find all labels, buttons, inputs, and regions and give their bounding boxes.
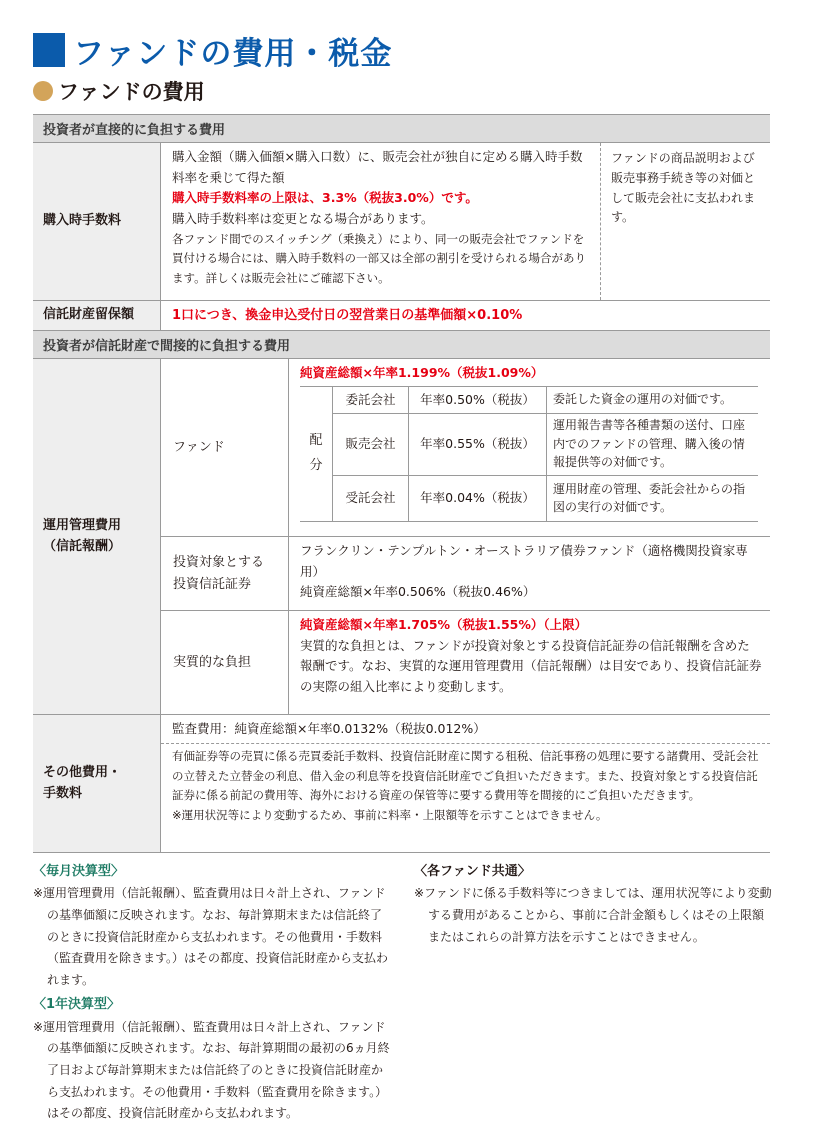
indirect-cost-heading: 投資者が信託財産で間接的に負担する費用 — [33, 331, 770, 359]
other-fees-label — [33, 715, 161, 852]
purchase-fee-side-note: ファンドの商品説明および販売事務手続き等の対価として販売会社に支払われます。 — [611, 151, 756, 225]
target-trust-label-2: 投資信託証券 — [173, 576, 252, 592]
table-row — [333, 413, 759, 475]
effective-burden-text: 実質的な負担とは、ファンドが投資対象とする投資信託証券の信託報酬を含めた報酬です。なお、実質的な運用管理費用（信託報酬）は目安であり、投資信託証券の実際の組入比率により変動します。 — [300, 637, 762, 694]
target-trust-content — [289, 537, 770, 610]
alloc-desc: 委託した資金の運用の対価です。 — [547, 386, 759, 413]
purchase-fee-line3: 購入時手数料率は変更となる場合があります。 — [172, 210, 434, 226]
notes-right — [414, 860, 772, 948]
allocation-table — [300, 386, 758, 522]
allocation-grid — [332, 386, 758, 522]
purchase-fee-row — [33, 143, 770, 301]
title-square-icon — [33, 33, 65, 67]
fund-subrow — [161, 359, 770, 537]
retention-value: 1口につき、換金申込受付日の翌営業日の基準価額×0.10% — [172, 307, 523, 323]
annual-note-body: ※運用管理費用（信託報酬）、監査費用は日々計上され、ファンドの基準価額に反映されます。なお、毎計算期間の最初の6ヵ月終了日および毎計算期末または信託終了のときに投資信託財産から支払われます。その他費用・手数料（監査費用を除きます。）はその都度、投資信託財産から支払われます。 — [33, 1019, 390, 1121]
monthly-note-heading: 〈毎月決算型〉 — [33, 864, 125, 879]
other-fees-content — [161, 715, 770, 852]
fee-table — [33, 114, 770, 853]
alloc-name: 販売会社 — [333, 413, 409, 475]
management-fee-label-2: （信託報酬） — [43, 538, 122, 554]
monthly-note-body: ※運用管理費用（信託報酬）、監査費用は日々計上され、ファンドの基準価額に反映されます。なお、毎計算期末または信託終了のときに投資信託財産から支払われます。その他費用・手数料（監査費用を除きます。）はその都度、投資信託財産から支払われます。 — [33, 886, 389, 987]
section-subtitle: ファンドの費用 — [58, 80, 205, 104]
notes-left — [33, 860, 393, 1125]
annual-note-heading: 〈1年決算型〉 — [33, 997, 121, 1013]
effective-burden-label: 実質的な負担 — [161, 611, 289, 714]
alloc-name: 委託会社 — [333, 386, 409, 413]
direct-cost-heading: 投資者が直接的に負担する費用 — [33, 115, 770, 143]
purchase-fee-line1: 購入金額（購入価額×購入口数）に、販売会社が独自に定める購入時手数料率を乗じて得た額 — [172, 149, 583, 185]
retention-label: 信託財産留保額 — [33, 301, 161, 330]
table-row — [333, 386, 759, 413]
target-trust-subrow — [161, 537, 770, 611]
other-fees-label-1: その他費用・ — [43, 764, 122, 780]
fund-label: ファンド — [161, 359, 289, 536]
target-trust-label-1: 投資対象とする — [173, 555, 265, 571]
alloc-desc: 運用財産の管理、委託会社からの指図の実行の対価です。 — [547, 475, 759, 521]
purchase-fee-label: 購入時手数料 — [33, 143, 161, 300]
effective-burden-rate: 純資産総額×年率1.705%（税抜1.55%）（上限） — [300, 617, 588, 632]
management-fee-content — [161, 359, 770, 714]
target-trust-rate: 純資産総額×年率0.506%（税抜0.46%） — [300, 584, 536, 600]
table-row — [333, 475, 759, 521]
management-fee-label-1: 運用管理費用 — [43, 517, 122, 533]
common-note-body: ※ファンドに係る手数料等につきましては、運用状況等により変動する費用があることから、事前に合計金額もしくはその上限額またはこれらの計算方法を示すことはできません。 — [414, 886, 772, 944]
page-title: ファンドの費用・税金 — [73, 35, 393, 72]
other-fees-text: 有価証券等の売買に係る売買委託手数料、投資信託財産に関する租税、信託事務の処理に要する諸費用、受託会社の立替えた立替金の利息、借入金の利息等を投資信託財産でご負担いただきます。また、投資対象とする投資信託証券に係る前記の費用等、海外における資産の保管等に要する費用等を間接的にご負担いただきます。 — [172, 749, 759, 803]
alloc-rate: 年率0.04%（税抜） — [409, 475, 547, 521]
retention-row — [33, 301, 770, 331]
other-fees-label-2: 手数料 — [43, 785, 83, 801]
other-fees-note: ※運用状況等により変動するため、事前に料率・上限額等を示すことはできません。 — [172, 807, 608, 822]
audit-fee: 監査費用：純資産総額×年率0.0132%（税抜0.012%） — [172, 720, 486, 736]
purchase-fee-main — [161, 143, 601, 300]
allocation-label-char-1: 配 — [309, 432, 323, 448]
allocation-label — [300, 386, 332, 522]
management-fee-label — [33, 359, 161, 714]
alloc-rate: 年率0.55%（税抜） — [409, 413, 547, 475]
section-subtitle-row — [33, 76, 205, 106]
other-fees-row — [33, 715, 770, 853]
alloc-rate: 年率0.50%（税抜） — [409, 386, 547, 413]
fund-content — [289, 359, 770, 536]
page-title-row — [33, 28, 392, 72]
other-fees-body — [161, 743, 770, 852]
alloc-desc: 運用報告書等各種書類の送付、口座内でのファンドの管理、購入後の情報提供等の対価です。 — [547, 413, 759, 475]
effective-burden-content — [289, 611, 770, 714]
management-fee-row — [33, 359, 770, 715]
common-note-heading: 〈各ファンド共通〉 — [414, 864, 531, 879]
target-trust-name: フランクリン・テンプルトン・オーストラリア債券ファンド（適格機関投資家専用） — [300, 543, 748, 579]
fund-total-rate: 純資産総額×年率1.199%（税抜1.09%） — [300, 365, 544, 380]
effective-burden-subrow — [161, 611, 770, 714]
purchase-fee-max: 購入時手数料率の上限は、3.3%（税抜3.0%）です。 — [172, 190, 478, 206]
alloc-name: 受託会社 — [333, 475, 409, 521]
purchase-fee-line4: 各ファンド間でのスイッチング（乗換え）により、同一の販売会社でファンドを買付ける場合には、購入時手数料の一部又は全部の割引を受けられる場合があります。詳しくは販売会社にご確認下さい。 — [172, 231, 586, 285]
bullet-dot-icon — [33, 81, 53, 101]
target-trust-label — [161, 537, 289, 610]
purchase-fee-content — [161, 143, 770, 300]
allocation-label-char-2: 分 — [309, 457, 323, 473]
